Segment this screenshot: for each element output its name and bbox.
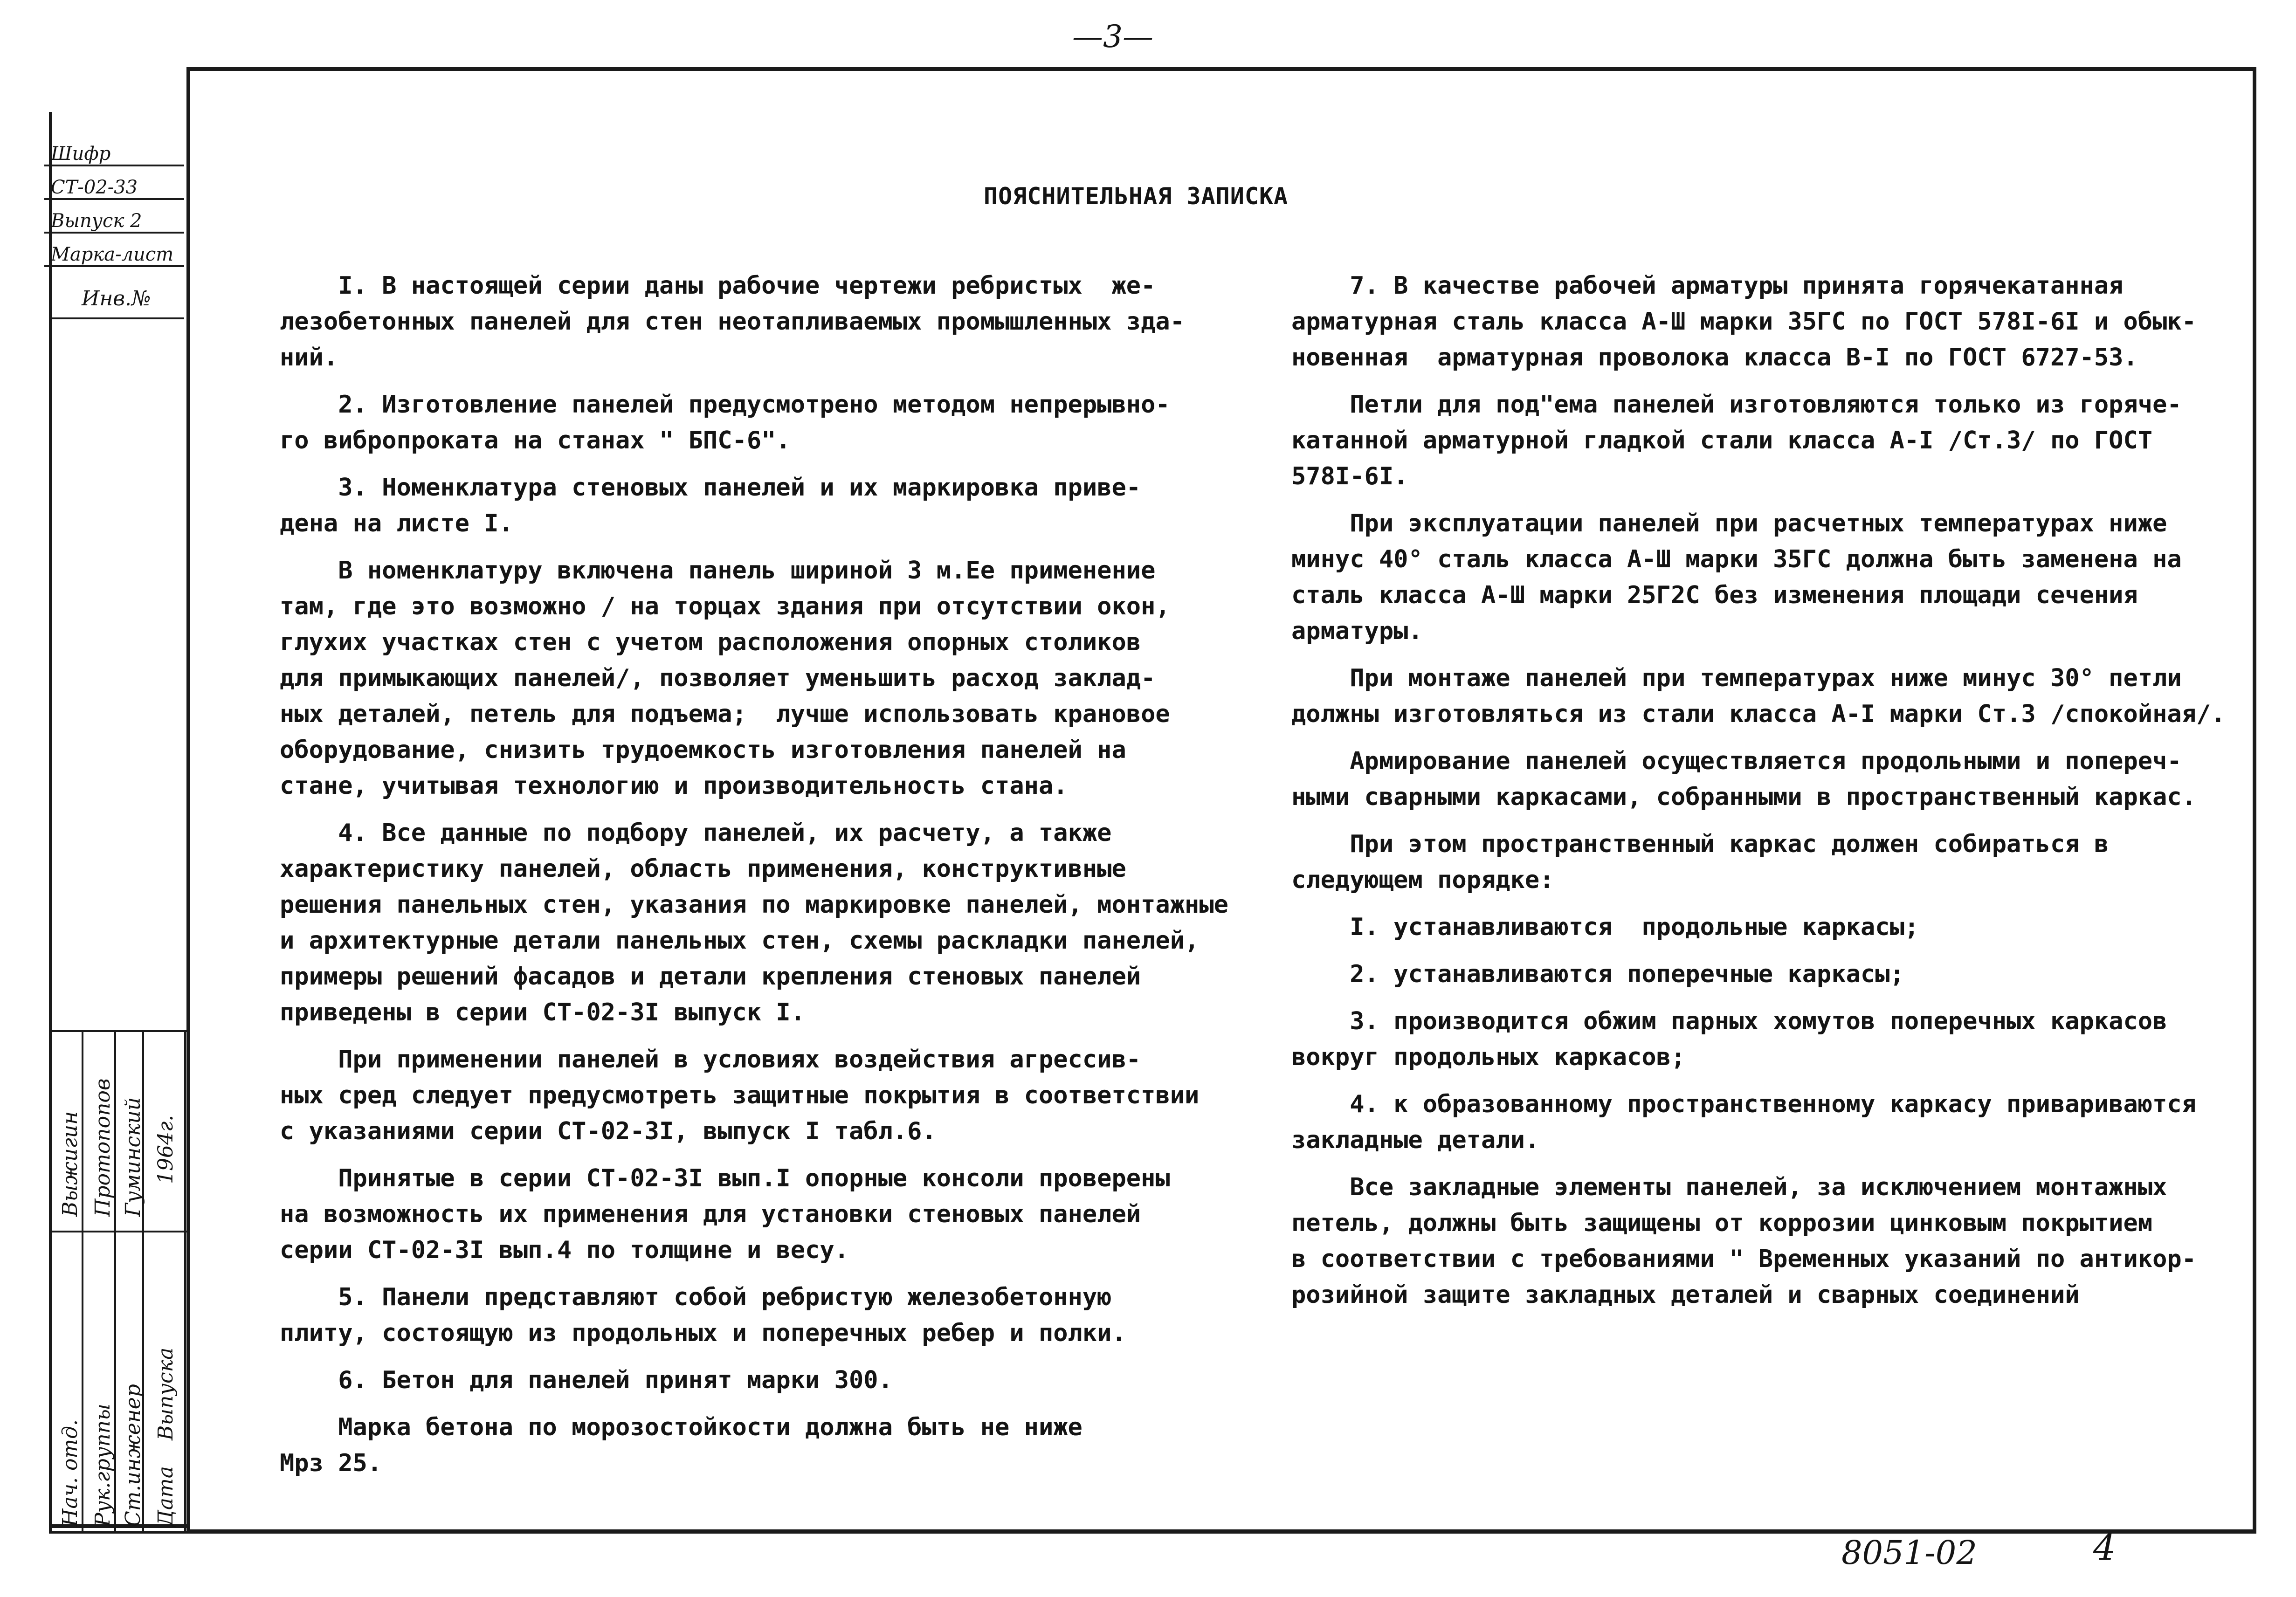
stamp-cipher-label: Шифр [44,133,184,166]
name-senior-engineer: Гуминский [121,1097,145,1217]
paragraph: Принятые в серии СТ-02-3I вып.I опорные консоли проверены на возможность их применения для установки стеновых панелей серии СТ-02-3I вып.4 по толщине и весу. [280,1164,1170,1264]
paragraph: Все закладные элементы панелей, за исключением монтажных петель, должны быть защищены от коррозии цинковым покрытием в соответствии с требованиями " Временных указаний по антикор- розийной защите закладных деталей и сварных соединений [1291,1173,2197,1309]
paragraph: 3. производится обжим парных хомутов поперечных каркасов вокруг продольных каркасов; [1291,1007,2167,1071]
date-label: Дата [154,1466,178,1527]
paragraph: 2. Изготовление панелей предусмотрено методом непрерывно- го вибропроката на станах " БПС-6". [280,391,1170,454]
paragraph: 5. Панели представляют собой ребристую железобетонную плиту, состоящую из продольных и поперечных ребер и полки. [280,1283,1126,1347]
right-text-column [1291,268,2238,1313]
role-head-dept: Нач. отд. [58,1419,82,1527]
sig-row-divider [49,1030,189,1032]
paragraph: При эксплуатации панелей при расчетных температурах ниже минус 40° сталь класса А-Ш марки 35ГС должна быть заменена на сталь класса А-Ш марки 25Г2С без изменения площади сечения арматуры. [1291,509,2182,645]
signature-block [49,1030,189,1534]
paragraph: 6. Бетон для панелей принят марки 300. [280,1366,893,1394]
paragraph: Петли для под"ема панелей изготовляются только из горяче- катанной арматурной гладкой стали класса А-I /Ст.3/ по ГОСТ 578I-6I. [1291,391,2182,490]
paragraph: I. В настоящей серии даны рабочие чертежи ребристых же- лезобетонных панелей для стен неотапливаемых промышленных зда- ний. [280,272,1185,372]
stamp-issue: Выпуск 2 [44,200,184,234]
paragraph: При монтаже панелей при температурах ниже минус 30° петли должны изготовляться из стали класса А-I марки Ст.3 /спокойная/. [1291,664,2226,728]
paragraph: Армирование панелей осуществляется продольными и попереч- ными сварными каркасами, собранными в пространственный каркас. [1291,747,2197,811]
role-group-lead: Рук.группы [91,1404,115,1527]
issue-label: Выпуска [154,1347,178,1440]
paragraph: Марка бетона по морозостойкости должна быть не ниже Мрз 25. [280,1413,1082,1477]
archive-code: 8051-02 [1841,1534,1977,1572]
role-senior-engineer: Ст.инженер [121,1384,145,1527]
sheet-number: 4 [2093,1527,2116,1568]
paragraph: 4. Все данные по подбору панелей, их расчету, а также характеристику панелей, область применения, конструктивные решения панельных стен, указания по маркировке панелей, монтажные и архитектурные детали панельных стен, схемы раскладки панелей, примеры решений фасадов и детали крепления стеновых панелей приведены в серии СТ-02-3I выпуск I. [280,819,1228,1026]
sig-row-divider [49,1231,189,1232]
page-number: —3— [1072,19,1153,55]
sig-divider [184,1030,186,1534]
stamp-series: СТ-02-33 [44,166,184,200]
paragraph: В номенклатуру включена панель шириной 3 м.Ее применение там, где это возможно / на торцах здания при отсутствии окон, глухих участках стен с учетом расположения опорных столиков для примыкающих панелей/, позволяет уменьшить расход заклад- ных деталей, петель для подъема; лучше использовать крановое оборудование, снизить трудоемкость изготовления панелей на стане, учитывая технологию и производительность стана. [280,557,1170,800]
name-head-dept: Выжигин [58,1111,82,1217]
issue-year: 1964г. [154,1115,178,1184]
title-stamp [44,133,184,267]
stamp-mark-sheet: Марка-лист [44,234,184,267]
paragraph: 7. В качестве рабочей арматуры принята горячекатанная арматурная сталь класса А-Ш марки 35ГС по ГОСТ 578I-6I и обык- новенная арматурная проволока класса В-I по ГОСТ 6727-53. [1291,272,2197,372]
document-title: ПОЯСНИТЕЛЬНАЯ ЗАПИСКА [984,183,1289,210]
paragraph: При применении панелей в условиях воздействия агрессив- ных сред следует предусмотреть защитные покрытия в соответствии с указаниями серии СТ-02-3I, выпуск I табл.6. [280,1046,1200,1145]
paragraph: 4. к образованному пространственному каркасу привариваются закладные детали. [1291,1090,2197,1154]
paragraph: I. устанавливаются продольные каркасы; [1291,913,1919,941]
paragraph: 2. устанавливаются поперечные каркасы; [1291,960,1904,988]
name-group-lead: Протопопов [91,1078,115,1217]
stamp-inventory: Инв.№ [49,287,184,319]
paragraph: 3. Номенклатура стеновых панелей и их маркировка приве- дена на листе I. [280,474,1141,537]
paragraph: При этом пространственный каркас должен собираться в следующем порядке: [1291,830,2109,894]
left-text-column [280,268,1249,1481]
